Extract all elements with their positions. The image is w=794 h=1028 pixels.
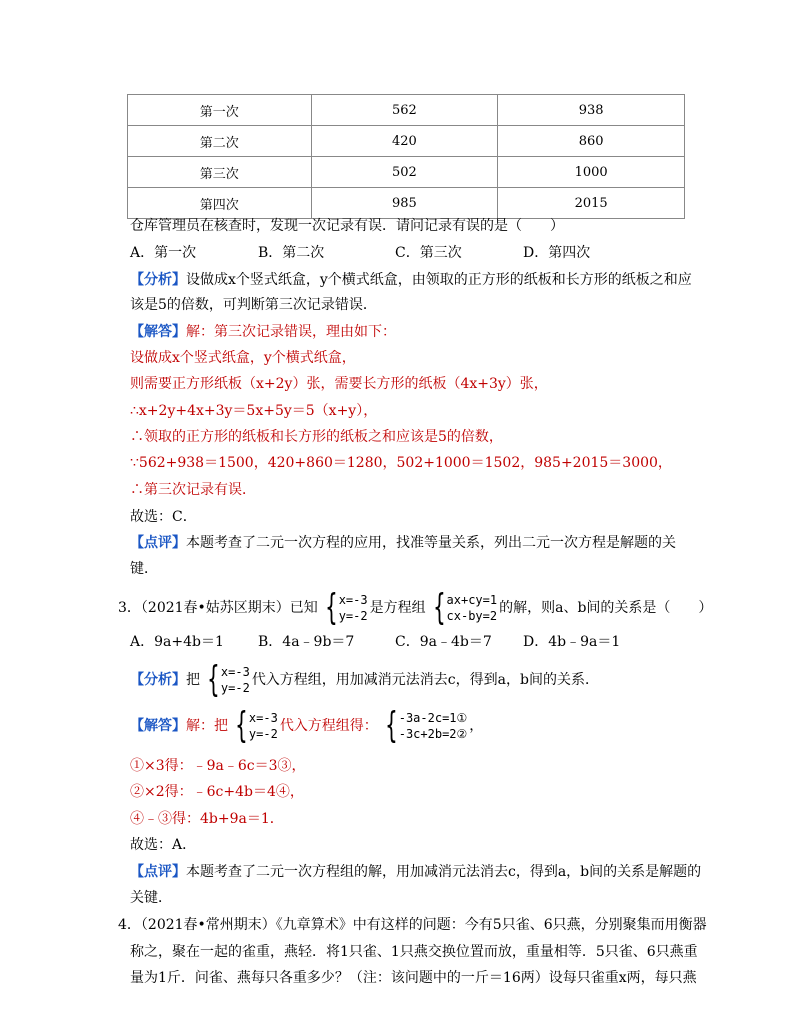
q3-eq2: cx-by=2: [446, 609, 498, 623]
q3-comment-text1: 本题考查了二元一次方程组的解，用加减消元法消去c，得到a，b间的关系是解题的: [186, 864, 702, 880]
q3-analysis-y: y=-2: [220, 681, 250, 695]
q3-answer-mid: 代入方程组得：: [279, 718, 378, 734]
q3-answer-y: y=-2: [248, 727, 278, 741]
q3-choose: 故选：A．: [130, 837, 197, 853]
table-cell: 860: [498, 126, 685, 157]
q3-answer-sol-system: [230, 705, 278, 746]
q3-answer-eq1: -3a-2c=1①: [398, 711, 468, 725]
q3-answer-eq-system: [380, 705, 468, 746]
q2-option-b: B．第二次: [258, 245, 325, 261]
q3-analysis: [130, 659, 599, 700]
q3-option-d: D．4b﹣9a＝1: [523, 634, 621, 650]
q3-answer-tag: 【解答】: [130, 718, 186, 734]
table-cell: 第四次: [128, 188, 312, 219]
q3-sol-y: y=-2: [338, 609, 368, 623]
brace-icon: {: [207, 659, 220, 700]
q2-solution-line1: 设做成x个竖式纸盒，y个横式纸盒，: [130, 350, 356, 366]
table-cell: 985: [311, 188, 498, 219]
q3-stem: [118, 587, 713, 628]
q2-option-d: D．第四次: [523, 245, 591, 261]
records-table: [127, 94, 685, 219]
q2-stem-tail: 仓库管理员在核查时，发现一次记录有误．请问记录有误的是（ ）: [130, 218, 564, 234]
q2-answer-tag: 【解答】: [130, 324, 186, 340]
q2-answer-head: 解：第三次记录错误，理由如下：: [186, 324, 396, 340]
table-cell: 502: [311, 157, 498, 188]
q2-comment-text1: 本题考查了二元一次方程的应用，找准等量关系，列出二元一次方程是解题的关: [186, 535, 676, 551]
table-row: [128, 157, 685, 188]
q3-answer-pre: 解：把: [186, 718, 228, 734]
table-cell: 第三次: [128, 157, 312, 188]
table-cell: 938: [498, 95, 685, 126]
q2-analysis-tag: 【分析】: [130, 272, 186, 288]
brace-icon: {: [235, 705, 248, 746]
q2-comment-tag: 【点评】: [130, 535, 186, 551]
table-cell: 第一次: [128, 95, 312, 126]
q2-solution-line5: ∵562+938＝1500，420+860＝1280，502+1000＝1502，985+2015＝3000，: [130, 455, 672, 471]
table-row: [128, 95, 685, 126]
q3-eq1: ax+cy=1: [446, 593, 498, 607]
q3-tail: 的解，则a、b间的关系是（ ）: [499, 600, 713, 616]
q2-solution-line3: ∴x+2y+4x+3y＝5x+5y＝5（x+y），: [130, 403, 378, 419]
q2-solution-line2: 则需要正方形纸板（x+2y）张，需要长方形的纸板（4x+3y）张，: [130, 376, 548, 392]
q4-line3: 量为1斤．问雀、燕每只各重多少？（注：该问题中的一斤＝16两）设每只雀重x两，每只燕: [130, 970, 697, 986]
q3-analysis-pre: 把: [186, 672, 200, 688]
q2-answer-line: [130, 322, 396, 342]
brace-icon: {: [432, 587, 446, 628]
q2-choose: 故选：C．: [130, 509, 197, 525]
q3-mid: 是方程组: [369, 600, 426, 616]
table-cell: 562: [311, 95, 498, 126]
q3-step3: ④﹣③得：4b+9a＝1．: [130, 811, 284, 827]
q2-option-c: C．第三次: [395, 245, 462, 261]
q3-answer-tail: ，: [469, 718, 484, 734]
q3-comment-line1: [130, 862, 701, 882]
q3-analysis-tag: 【分析】: [130, 672, 186, 688]
brace-icon: {: [324, 587, 338, 628]
q3-comment-line2: 关键．: [130, 890, 172, 906]
table-row: [128, 126, 685, 157]
brace-icon: {: [384, 705, 398, 746]
q2-analysis-text1: 设做成x个竖式纸盒，y个横式纸盒，由领取的正方形的纸板和长方形的纸板之和应: [186, 272, 692, 288]
table-cell: 420: [311, 126, 498, 157]
q3-number: 3．（2021春•姑苏区期末）已知: [118, 600, 318, 616]
q2-comment-line2: 键．: [130, 561, 158, 577]
q3-analysis-x: x=-3: [220, 665, 250, 679]
q4-line2: 称之，聚在一起的雀重，燕轻．将1只雀、1只燕交换位置而放，重量相等．5只雀、6只燕重: [130, 944, 698, 960]
q3-option-a: A．9a+4b＝1: [130, 634, 224, 650]
q3-sol-x: x=-3: [338, 593, 368, 607]
records-table-body: [128, 95, 685, 219]
q2-option-a: A．第一次: [130, 245, 197, 261]
q2-analysis-line1: [130, 270, 692, 290]
q3-step1: ①×3得：﹣9a﹣6c＝3③，: [130, 758, 306, 774]
q3-solution-system: [320, 587, 368, 628]
q2-comment-line1: [130, 533, 676, 553]
table-cell: 2015: [498, 188, 685, 219]
q3-answer: [130, 705, 484, 746]
q2-solution-line6: ∴第三次记录有误．: [130, 482, 256, 498]
table-row: [128, 188, 685, 219]
q3-answer-eq2: -3c+2b=2②: [398, 727, 468, 741]
q3-comment-tag: 【点评】: [130, 864, 186, 880]
q3-answer-x: x=-3: [248, 711, 278, 725]
q3-equation-system: [428, 587, 498, 628]
q3-analysis-post: 代入方程组，用加减消元法消去c，得到a，b间的关系．: [251, 672, 599, 688]
q3-analysis-system: [202, 659, 250, 700]
table-cell: 第二次: [128, 126, 312, 157]
q4-line1: 4．（2021春•常州期末）《九章算术》中有这样的问题：今有5只雀、6只燕，分别聚集而用衡器: [118, 917, 707, 933]
table-cell: 1000: [498, 157, 685, 188]
q3-option-b: B．4a﹣9b＝7: [258, 634, 355, 650]
q3-option-c: C．9a﹣4b＝7: [395, 634, 492, 650]
q2-solution-line4: ∴领取的正方形的纸板和长方形的纸板之和应该是5的倍数，: [130, 429, 503, 445]
q2-analysis-line2: 该是5的倍数，可判断第三次记录错误．: [130, 297, 377, 313]
q3-step2: ②×2得：﹣6c+4b＝4④，: [130, 784, 304, 800]
